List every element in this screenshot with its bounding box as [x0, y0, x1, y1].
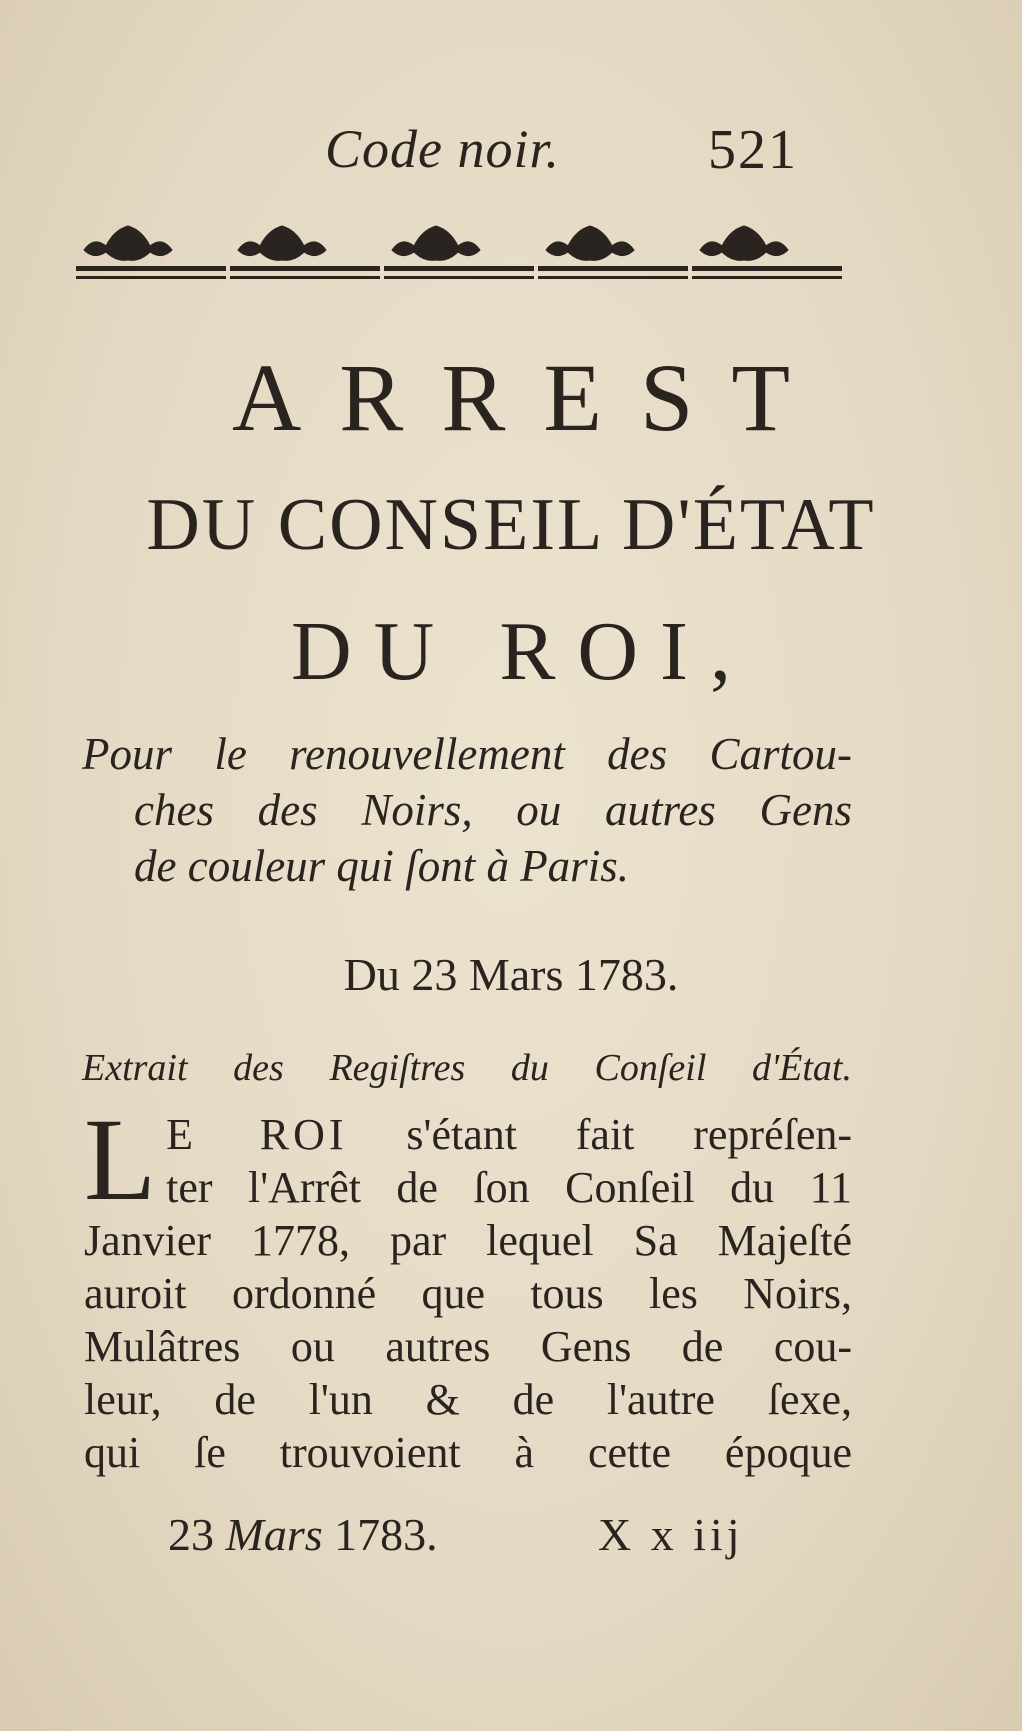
body-first-line-rest: s'étant fait repréſen- — [347, 1110, 852, 1159]
extract-heading: Extrait des Regiſtres du Conſeil d'État. — [82, 1047, 852, 1089]
title-du-roi: DU ROI, — [291, 605, 753, 698]
signature-mark — [168, 1508, 438, 1561]
printers-ornament-band — [76, 222, 842, 300]
running-title: Code noir. — [325, 119, 561, 179]
fleuron-ornament-5 — [692, 226, 842, 279]
body-line: auroit ordonné que tous les Noirs, — [84, 1269, 852, 1318]
body-first-line — [84, 1108, 852, 1161]
signature-day: 23 — [168, 1509, 226, 1560]
subtitle-line-1: Pour le renouvellement des Cartou- — [82, 729, 852, 779]
decree-date: Du 23 Mars 1783. — [343, 949, 679, 1000]
signature-year: 1783. — [322, 1509, 438, 1560]
decree-body-text — [84, 1094, 852, 1479]
body-line: leur, de l'un & de l'autre ſexe, — [84, 1375, 852, 1424]
body-line: Mulâtres ou autres Gens de cou- — [84, 1322, 852, 1371]
subtitle-line-3: de couleur qui ſont à Paris. — [134, 841, 629, 891]
fleuron-ornament-1 — [76, 226, 226, 279]
running-head — [0, 118, 1022, 188]
title-conseil-detat: DU CONSEIL D'ÉTAT — [146, 484, 876, 566]
fleuron-ornament-2 — [230, 226, 380, 279]
decree-subtitle — [82, 726, 852, 894]
body-line: ter l'Arrêt de ſon Conſeil du 11 — [166, 1163, 852, 1212]
catchword-signature: X x iij — [598, 1509, 744, 1560]
body-line: Janvier 1778, par lequel Sa Majeſté — [84, 1216, 852, 1265]
title-arrest: ARREST — [231, 344, 829, 451]
subtitle-line-2: ches des Noirs, ou autres Gens — [134, 785, 852, 835]
fleuron-ornament-3 — [384, 226, 534, 279]
page-footer — [0, 1508, 1022, 1568]
page-number: 521 — [708, 119, 798, 181]
signature-month: Mars — [225, 1509, 323, 1560]
drop-cap-letter: L — [84, 1094, 157, 1225]
fleuron-ornament-4 — [538, 226, 688, 279]
body-line: qui ſe trouvoient à cette époque — [84, 1428, 852, 1477]
body-smallcaps-opening: E ROI — [166, 1110, 348, 1159]
